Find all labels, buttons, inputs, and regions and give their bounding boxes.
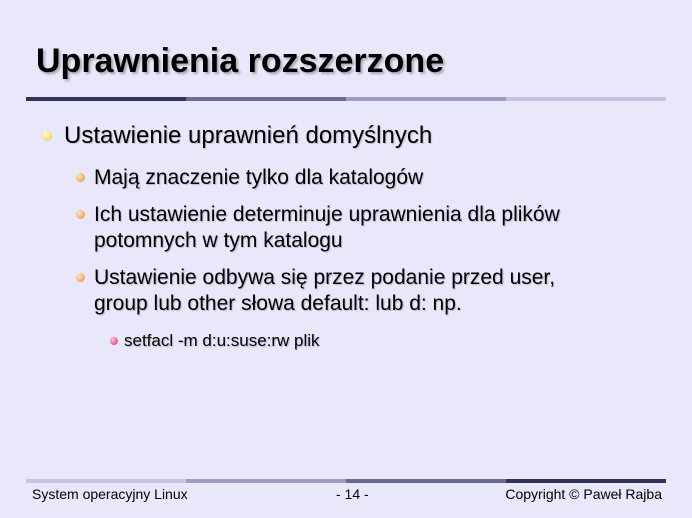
title-divider-segment [506, 97, 666, 101]
title-divider-segment [346, 97, 506, 101]
bullet-item3-line1: Ustawienie odbywa się przez podanie przed user, [94, 266, 556, 289]
footer-page-number: - 14 - [336, 486, 369, 502]
bullet-level1-text: Ustawienie uprawnień domyślnych [64, 122, 433, 149]
bullet-item2-line1: Ich ustawienie determinuje uprawnienia dla plików [94, 203, 560, 226]
bullet-item1-text: Mają znaczenie tylko dla katalogów [94, 166, 424, 189]
footer-divider-segment [26, 479, 186, 483]
bullet-item2-line2: potomnych w tym katalogu [94, 229, 343, 252]
bullet-item3-line2: group lub other słowa default: lub d: np. [94, 292, 462, 315]
footer-copyright: Copyright © Paweł Rajba [505, 486, 662, 502]
footer-divider-segment [346, 479, 506, 483]
title-divider-segment [186, 97, 346, 101]
bullet-level2-icon [76, 273, 85, 282]
bullet-level2-icon [76, 173, 85, 182]
footer-divider-segment [186, 479, 346, 483]
footer-course-name: System operacyjny Linux [32, 486, 188, 502]
footer-divider-segment [506, 479, 666, 483]
title-divider-segment [26, 97, 186, 101]
bullet-level1-icon [42, 131, 52, 141]
slide-title: Uprawnienia rozszerzone [36, 42, 445, 80]
bullet-level3-icon [110, 337, 118, 345]
bullet-sub-item-text: setfacl -m d:u:suse:rw plik [124, 331, 320, 350]
bullet-level2-icon [76, 210, 85, 219]
